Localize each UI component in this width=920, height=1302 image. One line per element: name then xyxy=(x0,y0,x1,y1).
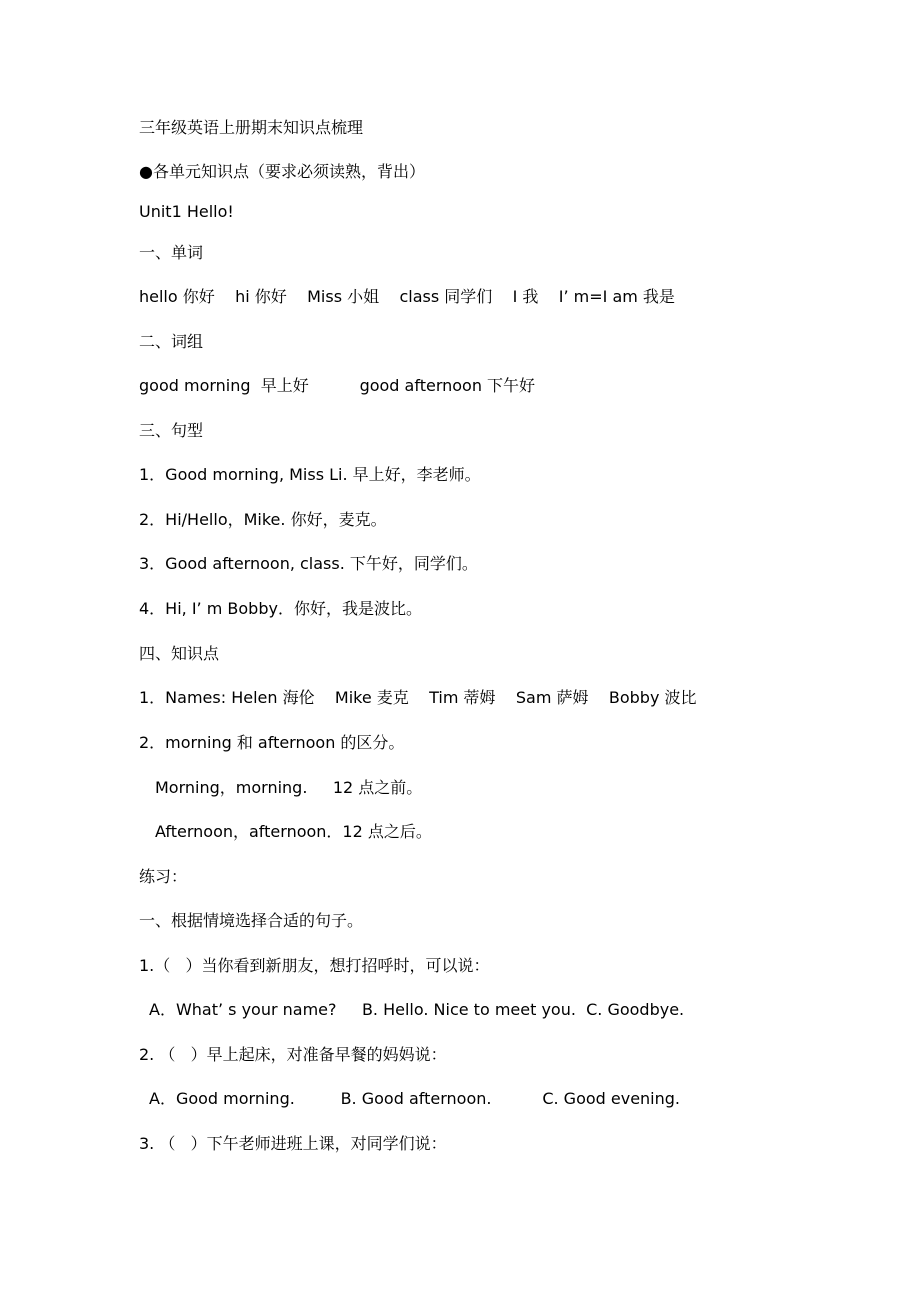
unit-heading: Unit1 Hello! xyxy=(139,202,234,221)
knowledge-item: 1．Names: Helen 海伦 Mike 麦克 Tim 蒂姆 Sam 萨姆 Bobby 波比 xyxy=(139,688,697,707)
question-2: 2. （ ）早上起床，对准备早餐的妈妈说： xyxy=(139,1045,447,1064)
question-2-options: A．Good morning. B. Good afternoon. C. Good evening. xyxy=(149,1089,681,1108)
knowledge-detail: Morning，morning. 12 点之前。 xyxy=(155,778,423,797)
words-line: hello 你好 hi 你好 Miss 小姐 class 同学们 I 我 I’ m=I am 我是 xyxy=(139,287,675,306)
practice-heading: 练习： xyxy=(139,867,188,886)
sentence-item: 4．Hi, I’ m Bobby．你好，我是波比。 xyxy=(139,599,422,618)
sentences-heading: 三、句型 xyxy=(139,421,204,440)
knowledge-heading: 四、知识点 xyxy=(139,644,220,663)
knowledge-item: 2．morning 和 afternoon 的区分。 xyxy=(139,733,405,752)
practice-part-heading: 一、根据情境选择合适的句子。 xyxy=(139,911,364,930)
document-title: 三年级英语上册期末知识点梳理 xyxy=(139,118,364,137)
question-1: 1.（ ）当你看到新朋友，想打招呼时，可以说： xyxy=(139,956,490,975)
knowledge-detail: Afternoon，afternoon．12 点之后。 xyxy=(155,822,432,841)
phrases-heading: 二、词组 xyxy=(139,332,204,351)
sentence-item: 3．Good afternoon, class. 下午好，同学们。 xyxy=(139,554,478,573)
question-3: 3. （ ）下午老师进班上课，对同学们说： xyxy=(139,1134,447,1153)
phrases-line: good morning 早上好 good afternoon 下午好 xyxy=(139,376,536,395)
document-subtitle: ●各单元知识点（要求必须读熟，背出） xyxy=(139,162,425,181)
words-heading: 一、单词 xyxy=(139,243,204,262)
sentence-item: 2．Hi/Hello，Mike. 你好，麦克。 xyxy=(139,510,387,529)
question-1-options: A．What’ s your name? B. Hello. Nice to meet you. C. Goodbye. xyxy=(149,1000,685,1019)
sentence-item: 1．Good morning, Miss Li. 早上好，李老师。 xyxy=(139,465,481,484)
